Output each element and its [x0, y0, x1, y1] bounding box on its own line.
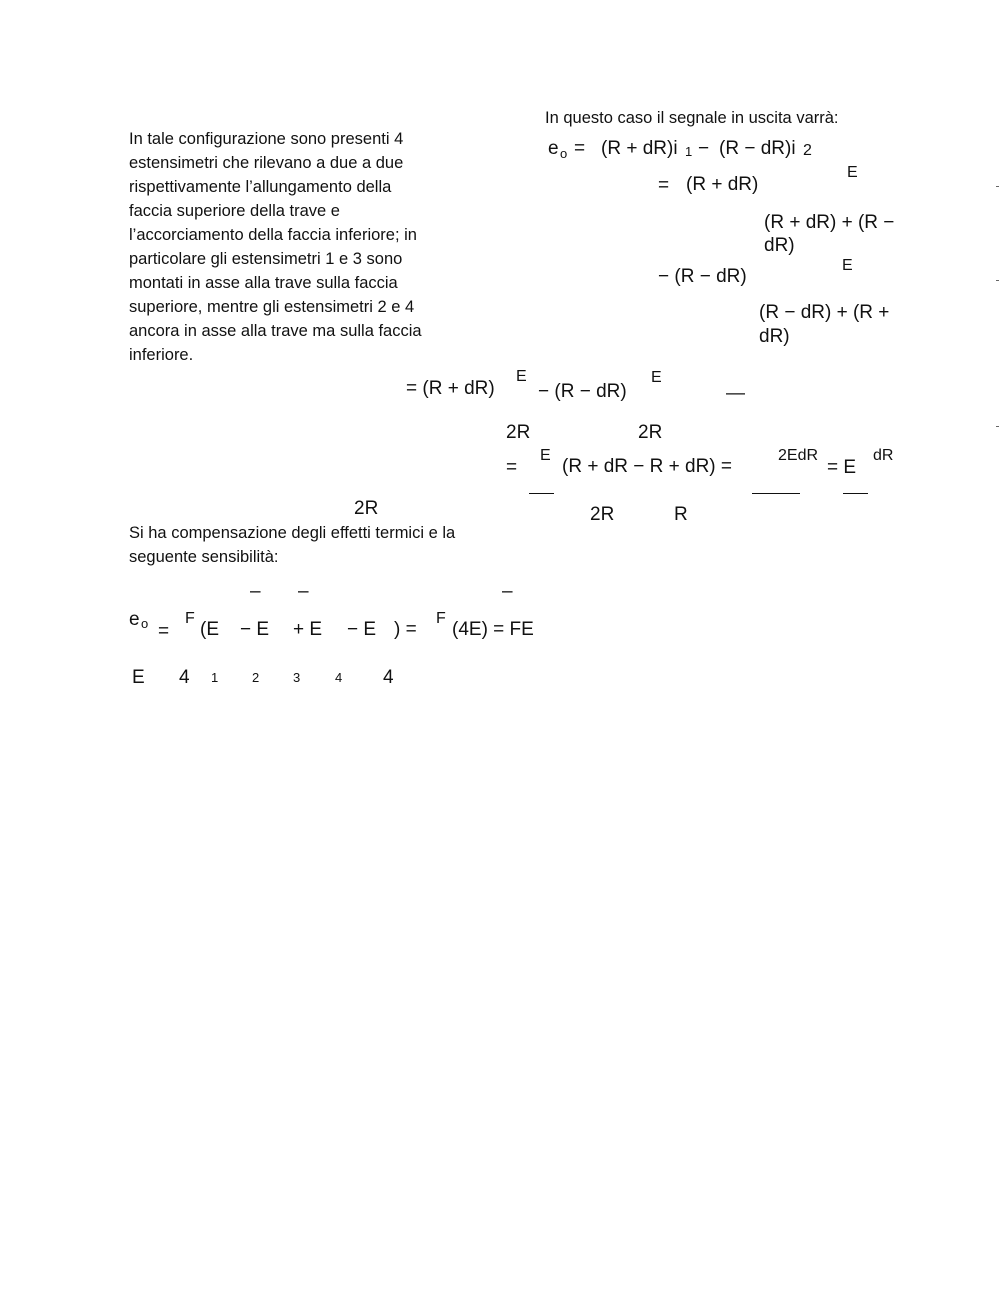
step4-sup1: E [516, 368, 527, 385]
eq-equals: = [574, 138, 586, 159]
step5-equals-e: = E [827, 457, 857, 478]
sensitivity-line: Si ha compensazione degli effetti termici e la [129, 524, 456, 542]
step2-den-line1: (R + dR) + (R − [764, 212, 895, 233]
step4-mid: − (R − dR) [538, 381, 627, 402]
sens-close: ) = [394, 619, 417, 640]
sens-index-2: 2 [252, 670, 260, 685]
step2-term: (R + dR) [686, 174, 759, 195]
step5-equals: = [506, 457, 518, 478]
sens-index-3: 3 [293, 670, 301, 685]
edge-mark [996, 426, 999, 427]
eq-term2: (R − dR)i [719, 138, 796, 159]
edge-mark [996, 186, 999, 187]
step5-body: (R + dR − R + dR) = [562, 456, 733, 477]
stray-denominator: 2R [354, 498, 379, 519]
intro-line: In tale configurazione sono presenti 4 [129, 130, 404, 148]
step5-fraction-bar-2 [752, 493, 800, 494]
step4-den2: 2R [638, 422, 663, 443]
step5-fraction-bar [529, 493, 554, 494]
step4-dash: — [726, 383, 745, 404]
step3-den-line2: dR) [759, 326, 790, 347]
sens-body1: (E [200, 619, 219, 640]
sens-over-1: – [250, 581, 261, 602]
intro-line: faccia superiore della trave e [129, 202, 340, 220]
step5-frac-num: 2EdR [778, 447, 819, 464]
step5-frac2-num: dR [873, 447, 894, 464]
sens-body2: (4E) = FE [452, 619, 534, 640]
sens-lhs: e [129, 609, 140, 630]
sens-lhs-sub: o [141, 616, 149, 631]
output-heading: In questo caso il segnale in uscita varrà: [545, 109, 839, 127]
step4-sup2: E [651, 369, 662, 386]
sens-index-1: 1 [211, 670, 219, 685]
step5-sup: E [540, 447, 551, 464]
sens-den-e: E [132, 667, 145, 688]
step4-prefix: = (R + dR) [406, 378, 495, 399]
sens-sup-f1: F [185, 610, 195, 627]
intro-paragraph [129, 127, 422, 367]
step3-term: − (R − dR) [658, 266, 747, 287]
intro-line: particolare gli estensimetri 1 e 3 sono [129, 250, 403, 268]
sens-minus2: − E [347, 619, 377, 640]
sens-plus1: + E [293, 619, 323, 640]
sens-over-2: – [298, 581, 309, 602]
edge-mark [996, 280, 999, 281]
sens-index-4: 4 [335, 670, 343, 685]
sens-sup-f2: F [436, 610, 446, 627]
eq-lhs-sub: o [560, 146, 568, 161]
step5-fraction-bar-3 [843, 493, 868, 494]
step5-den2: R [674, 504, 688, 525]
sens-equals: = [158, 621, 170, 642]
step5-den1: 2R [590, 504, 615, 525]
sens-den-4b: 4 [383, 667, 394, 688]
eq-minus: − [698, 138, 710, 159]
sensitivity-line: seguente sensibilità: [129, 548, 279, 566]
intro-line: superiore, mentre gli estensimetri 2 e 4 [129, 298, 415, 316]
step3-sup: E [842, 257, 853, 274]
intro-line: l’accorciamento della faccia inferiore; in [129, 226, 417, 244]
intro-line: rispettivamente l’allungamento della [129, 178, 392, 196]
step2-sup: E [847, 164, 858, 181]
eq-term1: (R + dR)i [601, 138, 678, 159]
step2-den-line2: dR) [764, 235, 795, 256]
intro-line: ancora in asse alla trave ma sulla faccia [129, 322, 422, 340]
intro-line: inferiore. [129, 346, 194, 364]
eq-sub1: 1 [685, 144, 693, 159]
step4-den1: 2R [506, 422, 531, 443]
step3-den-line1: (R − dR) + (R + [759, 302, 890, 323]
sens-over-3: – [502, 581, 513, 602]
sens-den-4a: 4 [179, 667, 190, 688]
eq-sub2: 2 [803, 142, 812, 159]
intro-line: montati in asse alla trave sulla faccia [129, 274, 398, 292]
sens-minus1: − E [240, 619, 270, 640]
intro-line: estensimetri che rilevano a due a due [129, 154, 404, 172]
sensitivity-paragraph [129, 521, 455, 569]
eq-lhs: e [548, 138, 559, 159]
step2-equals: = [658, 175, 670, 196]
